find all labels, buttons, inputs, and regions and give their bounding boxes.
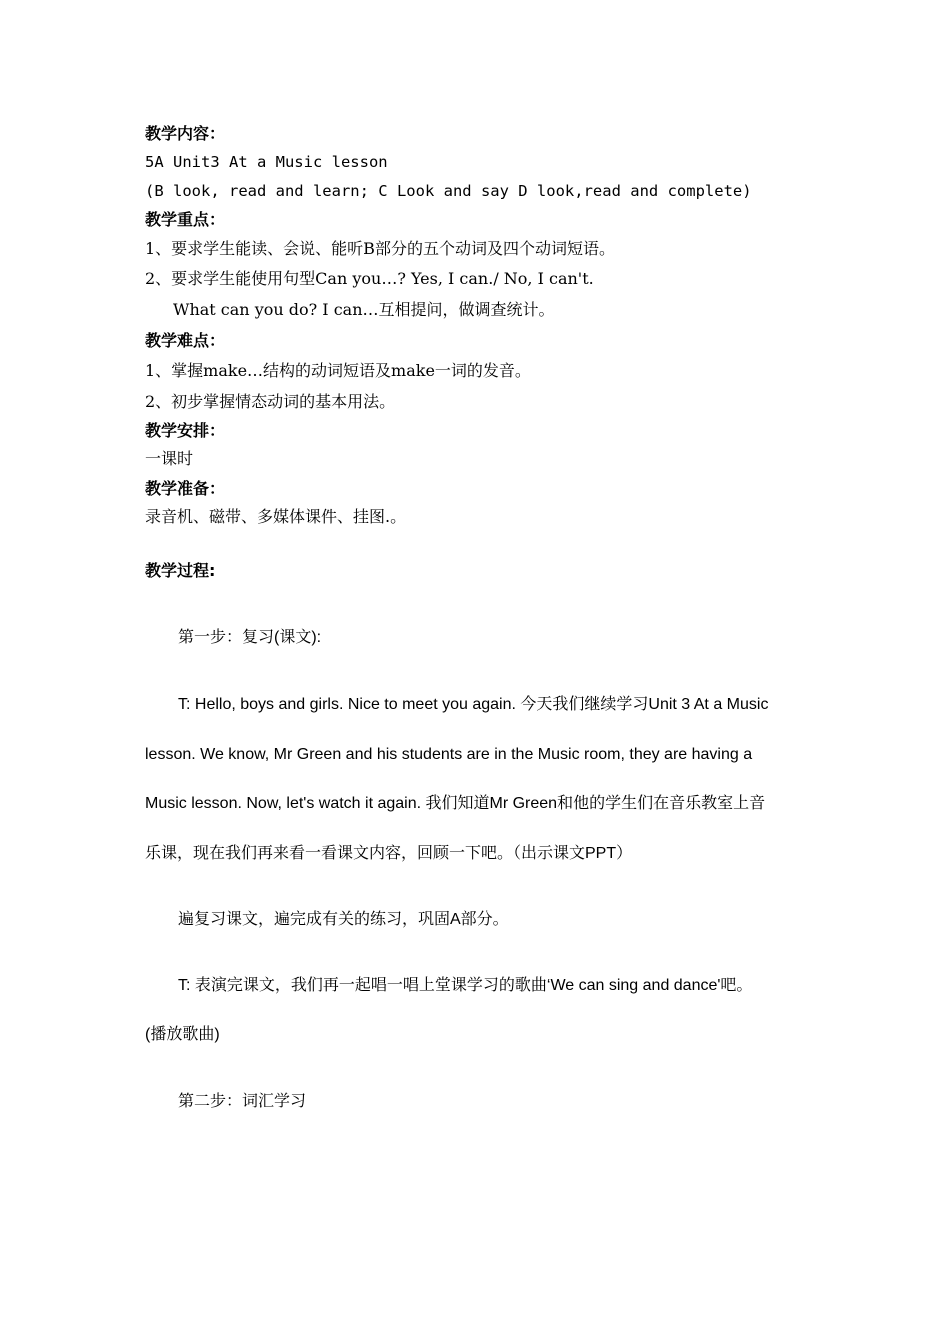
step1-title: 第一步：复习(课文): <box>178 629 322 646</box>
review-line: 遍复习课文，遍完成有关的练习，巩固A部分。 <box>178 911 509 928</box>
unit-parts: (B look, read and learn; C Look and say D look,read and complete) <box>145 182 752 200</box>
heading-preparation: 教学准备： <box>145 479 226 498</box>
step1-para-line-3: Music lesson. Now, let's watch it again. 我们知道Mr Green和他的学生们在音乐教室上音 <box>145 795 766 812</box>
unit-title: 5A Unit3 At a Music lesson <box>145 153 388 171</box>
heading-process: 教学过程: <box>145 561 216 580</box>
key-point-2: 2、要求学生能使用句型Can you…? Yes, I can./ No, I can't. <box>145 269 594 288</box>
step1-para-line-4: 乐课，现在我们再来看一看课文内容，回顾一下吧。（出示课文PPT） <box>145 845 633 862</box>
difficulty-1: 1、掌握make…结构的动词短语及make一词的发音。 <box>145 361 531 380</box>
arrangement-text: 一课时 <box>145 449 194 468</box>
heading-key-points: 教学重点： <box>145 210 226 229</box>
song-line-2: (播放歌曲) <box>145 1026 220 1043</box>
step1-para-line-1: T: Hello, boys and girls. Nice to meet you again. 今天我们继续学习Unit 3 At a Music <box>178 696 769 713</box>
preparation-text: 录音机、磁带、多媒体课件、挂图.。 <box>145 507 407 526</box>
song-line-1: T: 表演完课文，我们再一起唱一唱上堂课学习的歌曲‘We can sing and dance'吧。 <box>178 977 753 994</box>
key-point-2-cont: What can you do? I can…互相提问，做调查统计。 <box>173 300 555 319</box>
heading-difficulties: 教学难点： <box>145 331 226 350</box>
difficulty-2: 2、初步掌握情态动词的基本用法。 <box>145 392 396 411</box>
key-point-1: 1、要求学生能读、会说、能听B部分的五个动词及四个动词短语。 <box>145 239 615 258</box>
heading-arrangement: 教学安排： <box>145 421 226 440</box>
step1-para-line-2: lesson. We know, Mr Green and his students are in the Music room, they are having a <box>145 746 753 763</box>
step2-title: 第二步：词汇学习 <box>178 1093 307 1110</box>
heading-teaching-content: 教学内容： <box>145 124 226 143</box>
